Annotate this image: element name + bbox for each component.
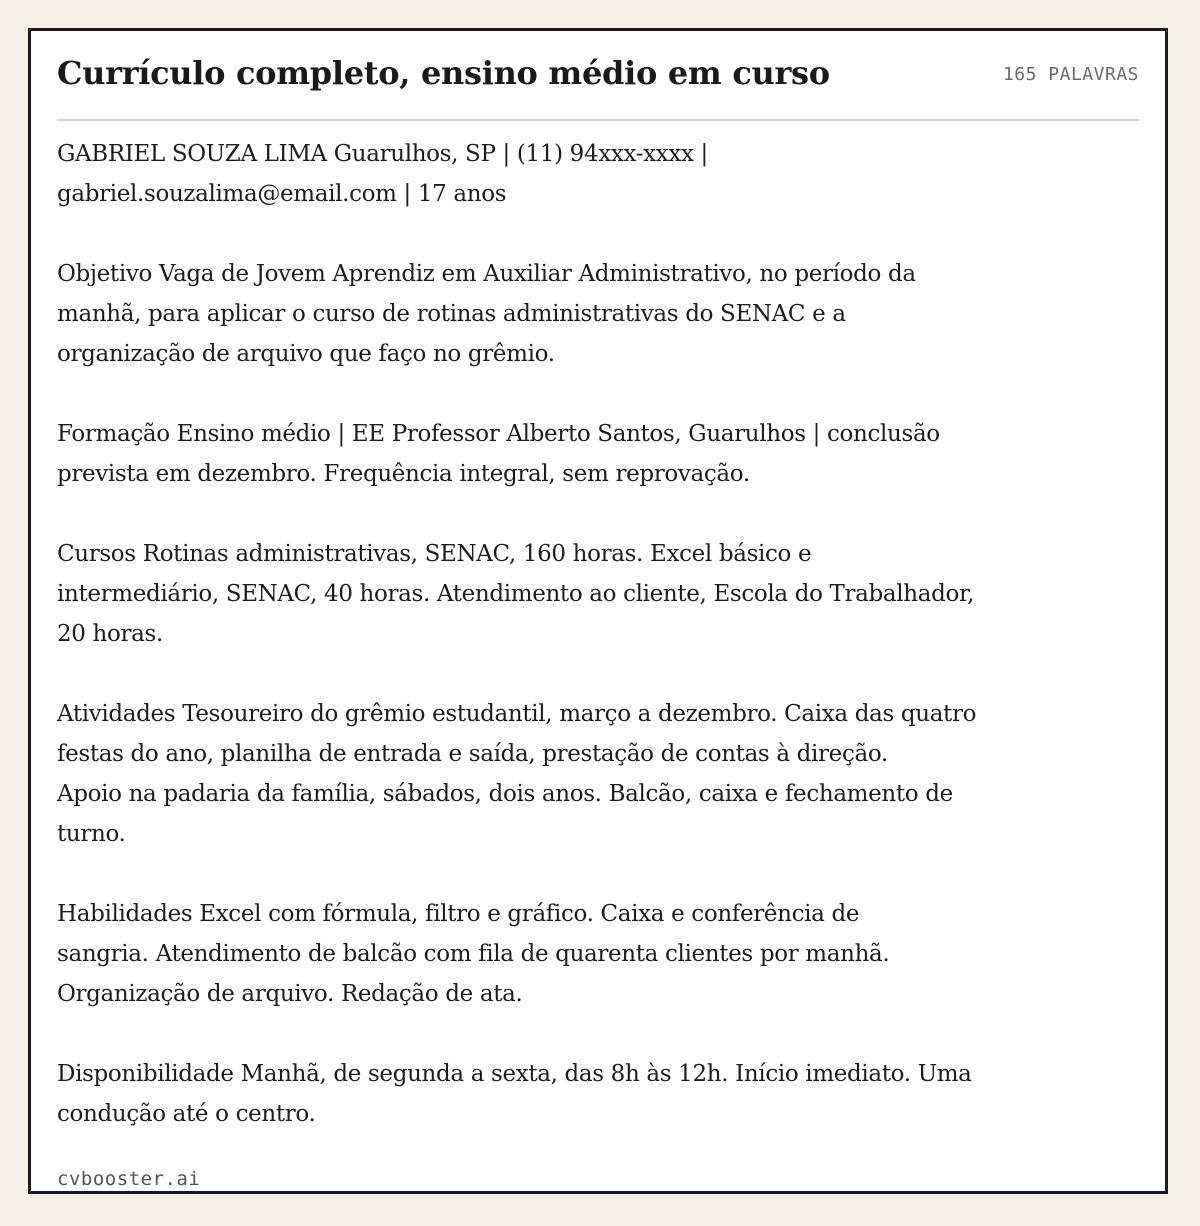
resume-card xyxy=(28,28,1168,1194)
word-count-label: 165 PALAVRAS xyxy=(1002,64,1139,85)
footer-brand: cvbooster.ai xyxy=(57,1168,201,1190)
card-header xyxy=(57,31,1139,121)
resume-body-text: GABRIEL SOUZA LIMA Guarulhos, SP | (11) 94xxx-xxxx | gabriel.souzalima@email.com | 17 anos Objetivo Vaga de Jovem Aprendiz em Auxiliar Administrativo, no período da manhã, para aplicar o curso de rotinas administrativas do SENAC e a organização de arquivo que faço no grêmio. Formação Ensino médio | EE Professor Alberto Santos, Guarulhos | conclusão prevista em dezembro. Frequência integral, sem reprovação. Cursos Rotinas administrativas, SENAC, 160 horas. Excel básico e intermediário, SENAC, 40 horas. Atendimento ao cliente, Escola do Trabalhador, 20 horas. Atividades Tesoureiro do grêmio estudantil, março a dezembro. Caixa das quatro festas do ano, planilha de entrada e saída, prestação de contas à direção. Apoio na padaria da família, sábados, dois anos. Balcão, caixa e fechamento de turno. Habilidades Excel com fórmula, filtro e gráfico. Caixa e conferência de sangria. Atendimento de balcão com fila de quarenta clientes por manhã. Organização de arquivo. Redação de ata. Disponibilidade Manhã, de segunda a sexta, das 8h às 12h. Início imediato. Uma condução até o centro. xyxy=(57,141,977,1127)
document-title: Currículo completo, ensino médio em curso xyxy=(57,54,830,92)
